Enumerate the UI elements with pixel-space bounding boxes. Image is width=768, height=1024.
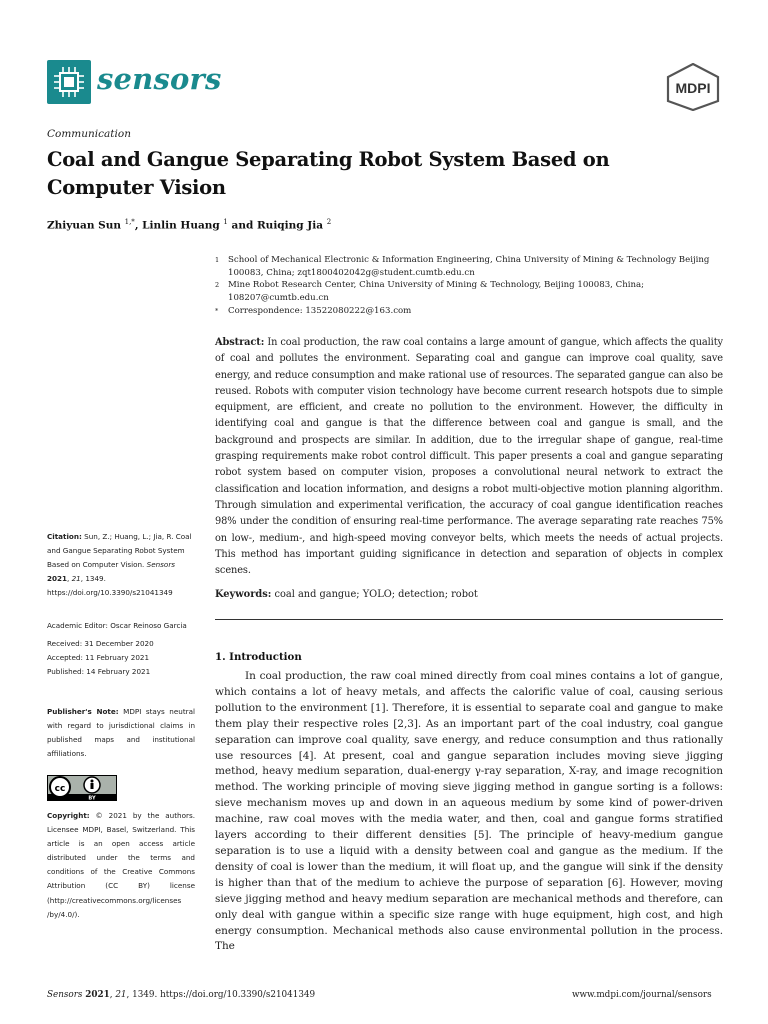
- author-name: Linlin Huang: [142, 219, 220, 232]
- correspondence-text: Correspondence: 13522080222@163.com: [228, 305, 412, 316]
- journal-logo-icon: [47, 60, 91, 104]
- publisher-name: MDPI: [675, 80, 711, 96]
- cc-by-label: BY: [88, 795, 96, 801]
- keywords: [215, 588, 723, 602]
- keywords-text: coal and gangue; YOLO; detection; robot: [274, 589, 478, 600]
- author-affiliation-mark: 1,*: [124, 218, 135, 226]
- publisher-note: [47, 705, 195, 761]
- affiliation-text: School of Mechanical Electronic & Information Engineering, China University of Mining & Technology Beijing 100083, China; zqt1800402042g@student.cumtb.edu.cn: [228, 255, 710, 278]
- affiliation-item: [215, 305, 715, 318]
- affiliation-mark: 2: [215, 281, 220, 290]
- author-name: Ruiqing Jia: [256, 219, 324, 232]
- footer-year: 2021: [85, 990, 110, 1000]
- citation-year: 2021: [47, 574, 68, 584]
- abstract: [215, 335, 723, 579]
- citation-text: Sun, Z.; Huang, L.; Jia, R. Coal and Gangue Separating Robot System Based on Computer Vision.: [47, 532, 192, 570]
- citation-block: Citation: Sun, Z.; Huang, L.; Jia, R. Coal and Gangue Separating Robot System Based on Computer Vision. Sensors 2021, 21, 1349. https://doi.org/10.3390/s21041349: [47, 532, 192, 598]
- mdpi-logo: [666, 63, 720, 111]
- affiliation-item: [215, 279, 715, 304]
- author-name: Zhiyuan Sun: [47, 219, 121, 232]
- abstract-label: Abstract:: [215, 337, 265, 348]
- svg-text:cc: cc: [54, 784, 66, 794]
- publication-dates: [47, 619, 195, 679]
- affiliation-text: Mine Robot Research Center, China University of Mining & Technology, Beijing 100083, China; 108207@cumtb.edu.cn: [228, 280, 645, 304]
- publisher-note-text: MDPI stays neutral with regard to jurisdictional claims in published maps and institutional affiliations.: [47, 707, 195, 759]
- footer-doi[interactable]: , 1349. https://doi.org/10.3390/s21041349: [126, 990, 316, 1000]
- copyright-text: © 2021 by the authors. Licensee MDPI, Basel, Switzerland. This article is an open access article distributed under the terms and conditions of the Creative Commons Attribution (CC BY) license (http://creativecommons.org/licenses /by/4.0/).: [47, 811, 195, 919]
- affiliations: [215, 254, 715, 318]
- section-divider: [215, 619, 723, 620]
- affiliation-item: [215, 254, 715, 279]
- author-list: Zhiyuan Sun $^{1,*}$, Linlin Huang $^1$ and Ruiqing Jia $^2$: [47, 218, 332, 232]
- footer-citation: Sensors 2021, 21, 1349. https://doi.org/10.3390/s21041349: [47, 990, 316, 1000]
- citation-journal: Sensors: [146, 560, 176, 570]
- affiliation-mark: *: [215, 306, 219, 315]
- footer-journal: Sensors: [47, 990, 83, 1000]
- footer-volume: 21: [115, 990, 127, 1000]
- affiliation-mark: 1: [215, 256, 220, 264]
- citation-doi-link[interactable]: https://doi.org/10.3390/s21041349: [47, 588, 173, 598]
- article-title: Coal and Gangue Separating Robot System Based on Computer Vision: [47, 148, 610, 199]
- copyright-label: Copyright:: [47, 811, 90, 820]
- received-date: Received: 31 December 2020: [47, 639, 154, 649]
- copyright-block: [47, 809, 195, 922]
- accepted-date: Accepted: 11 February 2021: [47, 653, 150, 663]
- author-affiliation-mark: 1: [223, 218, 228, 226]
- footer-journal-url[interactable]: www.mdpi.com/journal/sensors: [572, 990, 712, 1000]
- published-date: Published: 14 February 2021: [47, 667, 151, 677]
- author-affiliation-mark: 2: [326, 218, 332, 226]
- citation-volume: 21: [71, 574, 81, 584]
- citation-pages: , 1349.: [80, 574, 106, 584]
- academic-editor: Academic Editor: Oscar Reinoso Garcia: [47, 621, 187, 630]
- journal-name: sensors: [97, 62, 222, 96]
- publisher-note-label: Publisher's Note:: [47, 707, 119, 716]
- introduction-paragraph: In coal production, the raw coal mined directly from coal mines contains a lot of gangue, which contains a lot of heavy metals, and affects the calorific value of coal, causing serious pollution to the environment [1]. Therefore, it is essential to separate coal and gangue to make them play their respective roles [2,3]. As an important part of the coal industry, coal gangue separation can improve coal quality, save energy, and reduce consumption and thus rationally use resources [4]. At present, coal and gangue separation includes moving sieve jigging method, heavy medium separation, dual-energy γ-ray separation, X-ray, and image recognition method. The working principle of moving sieve jigging method in gangue sorting is a follows: sieve mechanism moves up and down in an aqueous medium by some kind of power-driven machine, raw coal moves with the media water, and then, coal and gangue forms stratified layers according to their different densities [5]. The principle of heavy-medium gangue separation is to use a liquid with a density between coal and gangue as the medium. If the density of coal is lower than the medium, it will float up, and the gangue will sink if the density is higher than that of the medium to achieve the purpose of separation [6]. However, moving sieve jigging method and heavy medium separation are mechanical methods and therefore, can only deal with gangue within a specific size range with huge equipment, high cost, and high energy consumption. Mechanical methods also cause environmental pollution in the process. The: [215, 670, 723, 953]
- keywords-label: Keywords:: [215, 589, 272, 600]
- section-heading: 1. Introduction: [215, 651, 302, 663]
- article-type: Communication: [47, 128, 131, 140]
- citation-label: Citation:: [47, 532, 82, 541]
- abstract-text: In coal production, the raw coal contains a large amount of gangue, which affects the quality of coal and pollutes the environment. Separating coal and gangue can improve coal quality, save energy, and reduce consumption and make rational use of resources. The separated gangue can also be reused. Robots with computer vision technology have become current research hotspots due to simple equipment, are efficient, and create no pollution to the environment. However, the difficulty in identifying coal and gangue is that the difference between coal and gangue is small, and the background and prospects are similar. In addition, due to the irregular shape of gangue, real-time grasping requirements make robot control difficult. This paper presents a coal and gangue separating robot system based on computer vision, proposes a convolutional neural network to extract the classification and location information, and designs a robot multi-objective motion planning algorithm. Through simulation and experimental verification, the accuracy of coal gangue identification reaches 98% under the condition of ensuring real-time performance. The average separating rate reaches 75% on low-, medium-, and high-speed moving conveyor belts, which meets the needs of actual projects. This method has important guiding significance in detection and separation of objects in complex scenes.: [215, 337, 723, 577]
- cc-by-license-icon[interactable]: [47, 775, 117, 801]
